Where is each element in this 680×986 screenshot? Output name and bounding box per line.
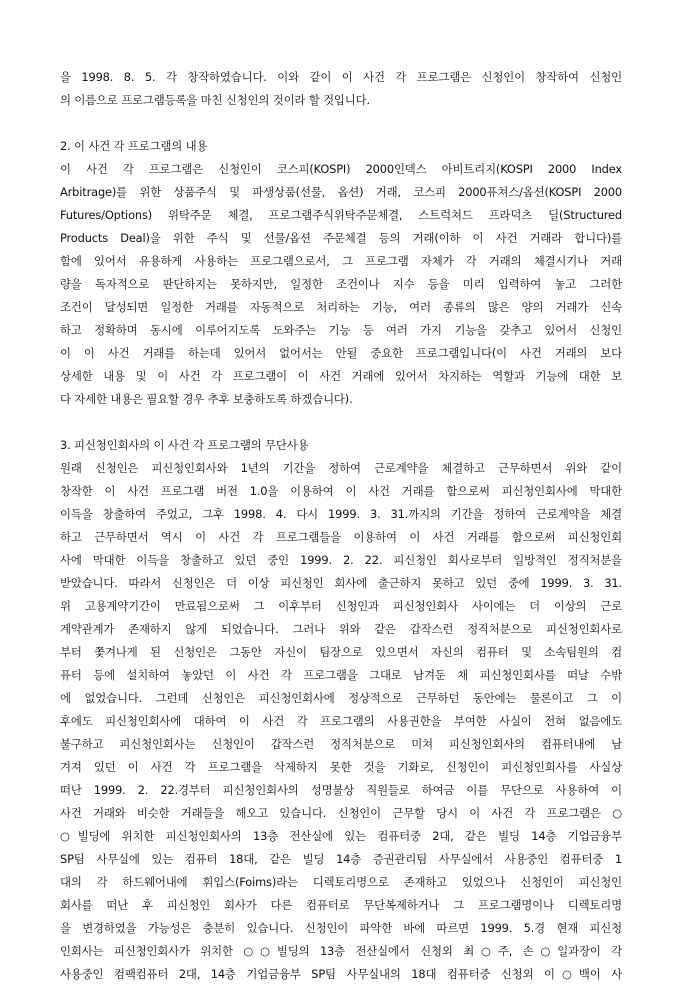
text-line: Futures/Options) 위탁주문 체결, 프로그램주식위탁주문체결, 스트럭쳐드 프라덕츠 딜(Structured [60, 208, 622, 222]
text-line: 이 사건 각 프로그램은 신청인이 코스피(KOSPI) 2000인덱스 아비트리지(KOSPI 2000 Index [60, 162, 622, 176]
text-line: 인회사는 피신청인회사가 위치한 ○○빌딩의 13층 전산실에서 신청외 최○주, 손○일과장이 각 [60, 944, 622, 958]
text-line: 받았습니다. 따라서 신청인은 더 이상 피신청인 회사에 출근하지 못하고 있던 중에 1999. 3. 31. [60, 576, 622, 590]
text-line: 원래 신청인은 피신청인회사와 1년의 기간을 정하여 근로계약을 체결하고 근무하면서 위와 같이 [60, 461, 622, 475]
intro-paragraph [60, 66, 622, 112]
text-line: 의 이름으로 프로그램등록을 마친 신청인의 것이라 할 것입니다. [60, 93, 370, 107]
text-line: 함에 있어서 유용하게 사용하는 프로그램으로서, 그 프로그램 자체가 각 거래의 체결시기나 거래 [60, 254, 622, 268]
text-line: 계약관계가 존재하지 않게 되었습니다. 그러나 위와 같은 갑작스런 정직처분으로 피신청인회사로 [60, 622, 622, 636]
text-line: 위 고용계약기간이 만료됨으로써 그 이후부터 신청인과 피신청인회사 사이에는 더 이상의 근로 [60, 599, 622, 613]
text-line: 떠난 1999. 2. 22.경부터 피신청인회사의 성명불상 직원들로 하여금 이를 무단으로 사용하여 이 [60, 783, 622, 797]
text-line: 불구하고 피신청인회사는 신청인이 갑작스런 정직처분으로 미쳐 피신청인회사의 컴퓨터내에 남 [60, 737, 622, 751]
text-line: 부터 쫓겨나게 된 신청인은 그동안 자신이 팀장으로 있으면서 자신의 컴퓨터 및 소속팀원의 컴 [60, 645, 622, 659]
text-line: 상세한 내용 및 이 사건 각 프로그램이 이 사건 거래에 있어서 차지하는 역할과 기능에 대한 보 [60, 369, 622, 383]
text-line: 다 자세한 내용은 필요할 경우 추후 보충하도록 하겠습니다). [60, 392, 353, 406]
text-line: 대의 각 하드웨어내에 휘입스(Foims)라는 디렉토리명으로 존재하고 있었으나 신청인이 피신청인 [60, 875, 622, 889]
section-3-body [60, 457, 622, 986]
text-line: 사건 거래와 비슷한 거래들을 해오고 있습니다. 신청인이 근무할 당시 이 사건 각 프로그램은 ○ [60, 806, 622, 820]
text-line: SP팀 사무실에 있는 컴퓨터 18대, 같은 빌딩 14층 증권관리팀 사무실에서 사용중인 컴퓨터중 1 [60, 852, 622, 866]
text-line: Arbitrage)를 위한 상품주식 및 파생상품(선물, 옵션) 거래, 코스피 2000퓨쳐스/옵션(KOSPI 2000 [60, 185, 622, 199]
text-line: 겨져 있던 이 사건 각 프로그램을 삭제하지 못한 것을 기화로, 신청인이 피신청인회사를 사실상 [60, 760, 622, 774]
text-line: 하고 근무하면서 역시 이 사건 각 프로그램들을 이용하여 이 사건 거래를 함으로써 피신청인회 [60, 530, 622, 544]
text-line: 후에도 피신청인회사에 대하여 이 사건 각 프로그램의 사용권한을 부여한 사실이 전혀 없음에도 [60, 714, 622, 728]
section-2-heading: 2. 이 사건 각 프로그램의 내용 [60, 139, 208, 153]
text-line: 이득을 창출하여 주었고, 그후 1998. 4. 다시 1999. 3. 31.까지의 기간을 정하여 근로계약을 체결 [60, 507, 622, 521]
text-line: 에 없었습니다. 그런데 신청인은 피신청인회사에 정상적으로 근무하던 동안에는 물론이고 그 이 [60, 691, 622, 705]
document-page [60, 66, 622, 986]
paragraph-gap [60, 411, 622, 434]
text-line: 을 변경하였을 가능성은 충분히 있습니다. 신청인이 파악한 바에 따르면 1999. 5.경 현재 피신청 [60, 921, 622, 935]
text-line: 사용중인 컴팩컴퓨터 2대, 14층 기업금융부 SP팀 사무실내의 18대 컴퓨터중 신청외 이○백이 사 [60, 967, 622, 981]
text-line: 조건이 달성되면 일정한 거래를 자동적으로 처리하는 기능, 여러 종류의 많은 양의 거래가 신속 [60, 300, 622, 314]
text-line: 을 1998. 8. 5. 각 창작하였습니다. 이와 같이 이 사건 각 프로그램은 신청인이 창작하여 신청인 [60, 70, 622, 84]
section-3-heading: 3. 피신청인회사의 이 사건 각 프로그램의 무단사용 [60, 438, 309, 452]
text-line: 하고 정확하며 동시에 이루어지도록 도와주는 기능 등 여러 가지 기능을 갖추고 있어서 신청인 [60, 323, 622, 337]
text-line: Products Deal)을 위한 주식 및 선물/옵션 주문체결 등의 거래(이하 이 사건 거래라 합니다)를 [60, 231, 622, 245]
text-line: 이 이 사건 거래를 하는데 있어서 없어서는 안될 중요한 프로그램입니다(이 사건 거래의 보다 [60, 346, 622, 360]
text-line: 회사를 떠난 후 피신청인 회사가 다른 컴퓨터로 무단복제하거나 그 프로그램명이나 디렉토리명 [60, 898, 622, 912]
section-2-body [60, 158, 622, 411]
paragraph-gap [60, 112, 622, 135]
text-line: 퓨터 등에 설치하여 놓았던 이 사건 각 프로그램을 그대로 남겨둔 채 피신청인회사를 떠날 수밖 [60, 668, 622, 682]
text-line: 창작한 이 사건 프로그램 버전 1.0을 이용하여 이 사건 거래를 함으로써 피신청인회사에 막대한 [60, 484, 622, 498]
text-line: 사에 막대한 이득을 창출하고 있던 중인 1999. 2. 22. 피신청인 회사로부터 일방적인 정직처분을 [60, 553, 622, 567]
text-line: ○빌딩에 위치한 피신청인회사의 13층 전산실에 있는 컴퓨터중 2대, 같은 빌딩 14층 기업금융부 [60, 829, 622, 843]
text-line: 량을 독자적으로 판단하지는 못하지만, 일정한 조건이나 지수 등을 미리 입력하여 놓고 그러한 [60, 277, 622, 291]
